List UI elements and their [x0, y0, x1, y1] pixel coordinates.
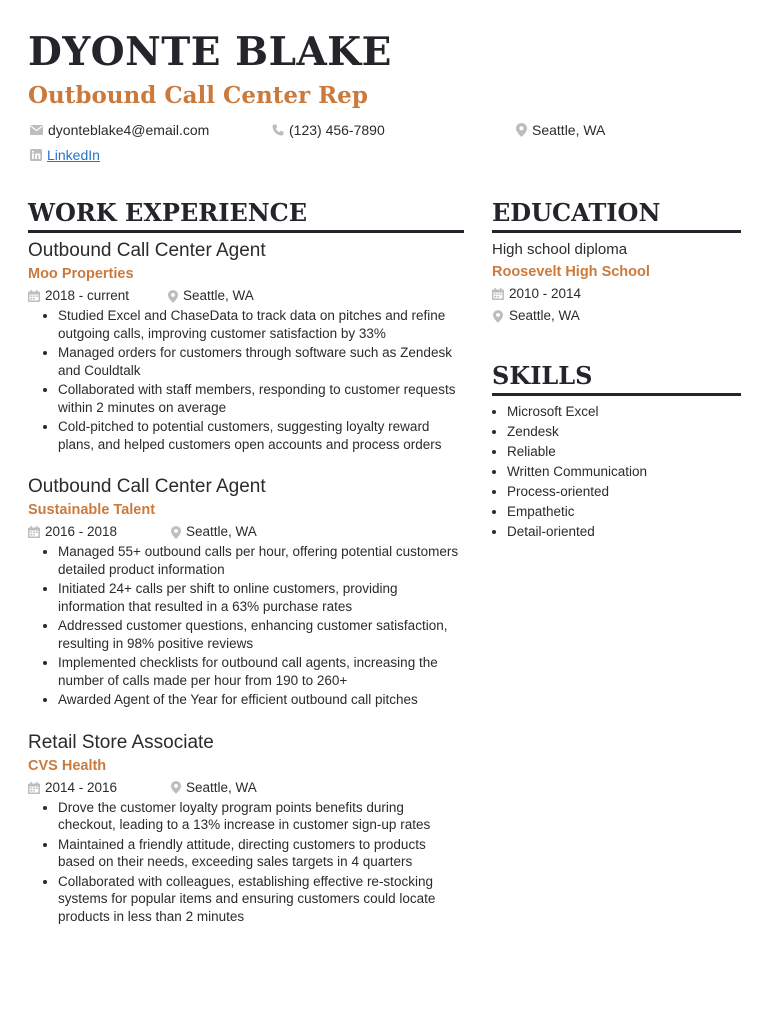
calendar-icon: [28, 526, 40, 538]
job-entry: [28, 475, 464, 709]
job-title: Retail Store Associate: [28, 731, 214, 753]
job-location-text: Seattle, WA: [186, 779, 257, 795]
education-degree: High school diploma: [492, 241, 628, 258]
skills-list: [492, 402, 741, 542]
map-pin-icon: [171, 526, 181, 539]
skills-heading: SKILLS: [492, 359, 741, 396]
skill-item: • Process-oriented: [507, 482, 741, 502]
education-heading: EDUCATION: [492, 196, 741, 233]
job-title: Outbound Call Center Agent: [28, 240, 266, 261]
envelope-icon: [30, 125, 43, 135]
job-bullet: • Drove the customer loyalty program points benefits during checkout, leading to a 13% increase in customer sign-up rates: [58, 799, 464, 834]
education-dates: [492, 283, 741, 305]
job-bullet: • Initiated 24+ calls per shift to online customers, providing information that resulted in a 63% purchase rates: [58, 580, 464, 615]
company-name: CVS Health: [28, 757, 107, 774]
job-meta: [28, 778, 464, 798]
job-bullet: • Awarded Agent of the Year for efficient outbound call pitches: [58, 691, 464, 709]
job-title: Outbound Call Center Agent: [28, 476, 266, 497]
skill-item: • Reliable: [507, 442, 741, 462]
job-dates: [28, 778, 171, 798]
job-dates: [28, 522, 171, 542]
job-location: [168, 286, 254, 306]
job-bullets: [28, 543, 464, 709]
job-bullet: • Managed orders for customers through software such as Zendesk and Couldtalk: [58, 344, 464, 379]
job-meta: [28, 286, 464, 306]
job-dates: [28, 286, 168, 306]
location-text: Seattle, WA: [532, 122, 606, 138]
contact-phone: [272, 121, 385, 139]
job-bullet: • Maintained a friendly attitude, directing customers to products based on their needs, exceeding sales targets in 4 quarters: [58, 836, 464, 871]
contact-location: [516, 121, 605, 139]
education-location: [492, 305, 741, 327]
skill-item: • Empathetic: [507, 502, 741, 522]
job-dates-text: 2014 - 2016: [45, 779, 118, 795]
calendar-icon: [28, 290, 40, 302]
map-pin-icon: [493, 310, 503, 323]
map-pin-icon: [168, 290, 178, 303]
job-meta: [28, 522, 464, 542]
linkedin-icon: [30, 149, 42, 161]
skill-item: • Microsoft Excel: [507, 402, 741, 422]
contact-linkedin: [30, 146, 100, 164]
company-name: Moo Properties: [28, 266, 134, 282]
education-dates-text: 2010 - 2014: [509, 286, 582, 301]
work-experience-heading: WORK EXPERIENCE: [28, 196, 464, 233]
job-dates-text: 2016 - 2018: [45, 524, 118, 539]
calendar-icon: [28, 782, 40, 794]
sidebar-column: [492, 196, 741, 542]
job-location: [171, 522, 257, 542]
job-bullets: [28, 307, 464, 453]
work-experience-section: [28, 196, 464, 927]
calendar-icon: [492, 288, 504, 300]
job-entry: [28, 731, 464, 926]
job-location-text: Seattle, WA: [183, 288, 254, 303]
phone-icon: [272, 124, 284, 136]
job-bullet: • Addressed customer questions, enhancing customer satisfaction, resulting in 98% positive reviews: [58, 617, 464, 652]
phone-text: (123) 456-7890: [289, 122, 385, 138]
job-location-text: Seattle, WA: [186, 524, 257, 539]
job-bullet: • Cold-pitched to potential customers, suggesting loyalty reward plans, and helped customers open accounts and process orders: [58, 418, 464, 453]
job-bullet: • Managed 55+ outbound calls per hour, offering potential customers detailed product information: [58, 543, 464, 578]
job-bullet: • Studied Excel and ChaseData to track data on pitches and refine outgoing calls, improving customer satisfaction by 33%: [58, 307, 464, 342]
map-pin-icon: [516, 123, 527, 137]
candidate-name: DYONTE BLAKE: [28, 29, 392, 75]
email-text: dyonteblake4@email.com: [48, 122, 210, 138]
candidate-role: Outbound Call Center Rep: [28, 82, 368, 109]
skill-item: • Zendesk: [507, 422, 741, 442]
skill-item: • Written Communication: [507, 462, 741, 482]
map-pin-icon: [171, 781, 181, 794]
job-dates-text: 2018 - current: [45, 288, 130, 303]
job-entry: [28, 239, 464, 453]
education-location-text: Seattle, WA: [509, 308, 580, 323]
job-location: [171, 778, 257, 798]
education-entry: [492, 239, 741, 327]
linkedin-link[interactable]: LinkedIn: [47, 147, 100, 163]
job-bullets: [28, 799, 464, 926]
job-bullet: • Collaborated with colleagues, establishing effective re-stocking systems for popular items and ensuring customers could locate products in less than 2 minutes: [58, 873, 464, 926]
company-name: Sustainable Talent: [28, 502, 156, 518]
skill-item: • Detail-oriented: [507, 522, 741, 542]
education-school: Roosevelt High School: [492, 264, 650, 280]
contact-email: [30, 121, 209, 139]
job-bullet: • Implemented checklists for outbound call agents, increasing the number of calls made per hour from 190 to 260+: [58, 654, 464, 689]
job-bullet: • Collaborated with staff members, responding to customer requests within 2 minutes on average: [58, 381, 464, 416]
